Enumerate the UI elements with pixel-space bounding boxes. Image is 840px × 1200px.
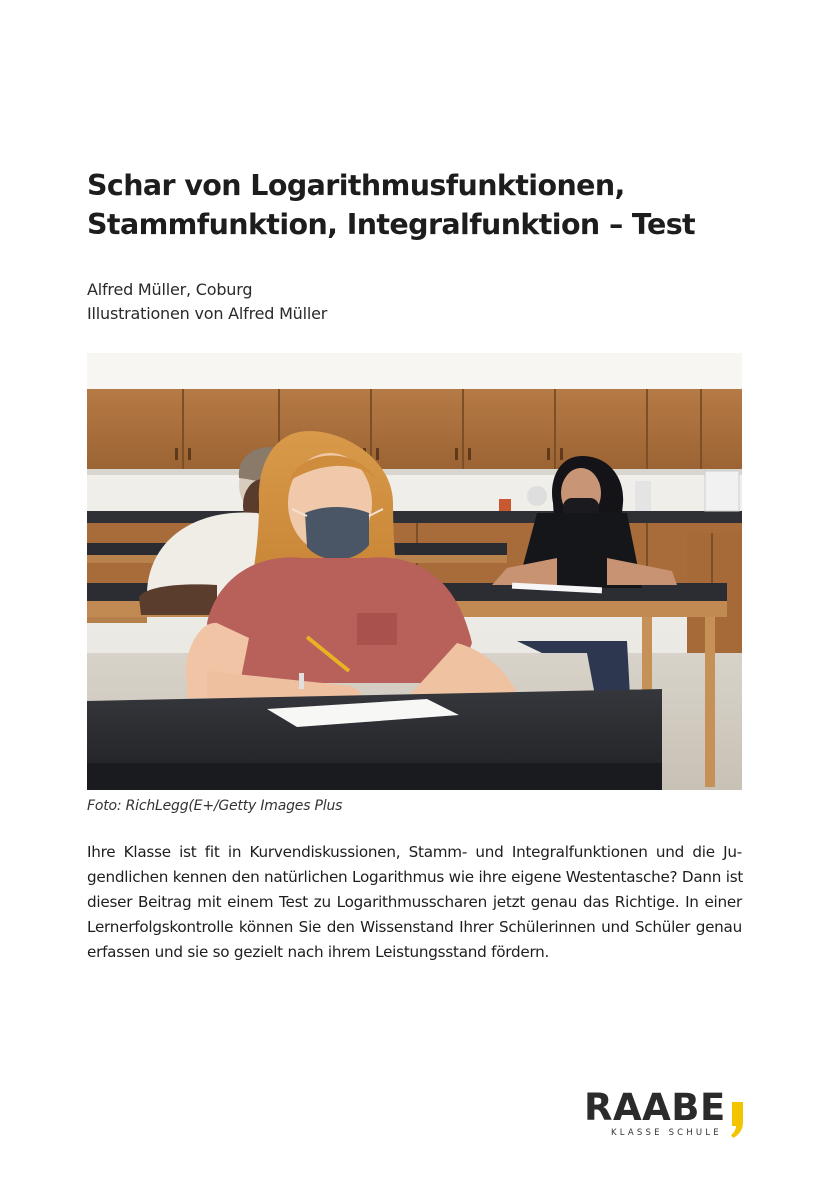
title-line-2: Stammfunktion, Integralfunktion – Test [87, 208, 696, 241]
intro-line: Lernerfolgskontrolle können Sie den Wissenstand Ihrer Schülerinnen und Schüler genau [87, 918, 742, 936]
intro-line: Ihre Klasse ist fit in Kurvendiskussionen, Stamm- und Integralfunktionen und die Ju- [87, 843, 742, 861]
author-name: Alfred Müller, Coburg [87, 280, 253, 299]
logo-wordmark: RAABE [584, 1086, 726, 1129]
intro-line: gendlichen kennen den natürlichen Logarithmus wie ihre eigene Westentasche? Dann ist [87, 868, 744, 886]
illustrator-credit: Illustrationen von Alfred Müller [87, 304, 328, 323]
intro-line: erfassen und sie so gezielt nach ihrem Leistungsstand fördern. [87, 943, 550, 961]
title-line-1: Schar von Logarithmusfunktionen, [87, 169, 625, 202]
document-title [87, 166, 767, 244]
photo-caption: Foto: RichLegg(E+/Getty Images Plus [87, 798, 343, 814]
intro-line: dieser Beitrag mit einem Test zu Logarithmusscharen jetzt genau das Richtige. In einer [87, 893, 742, 911]
logo-subtitle: KLASSE SCHULE [611, 1128, 722, 1138]
raabe-logo [584, 1088, 749, 1144]
intro-paragraph [87, 840, 742, 965]
author-block [87, 278, 327, 326]
logo-comma-icon [730, 1100, 744, 1138]
classroom-photo [87, 353, 742, 790]
